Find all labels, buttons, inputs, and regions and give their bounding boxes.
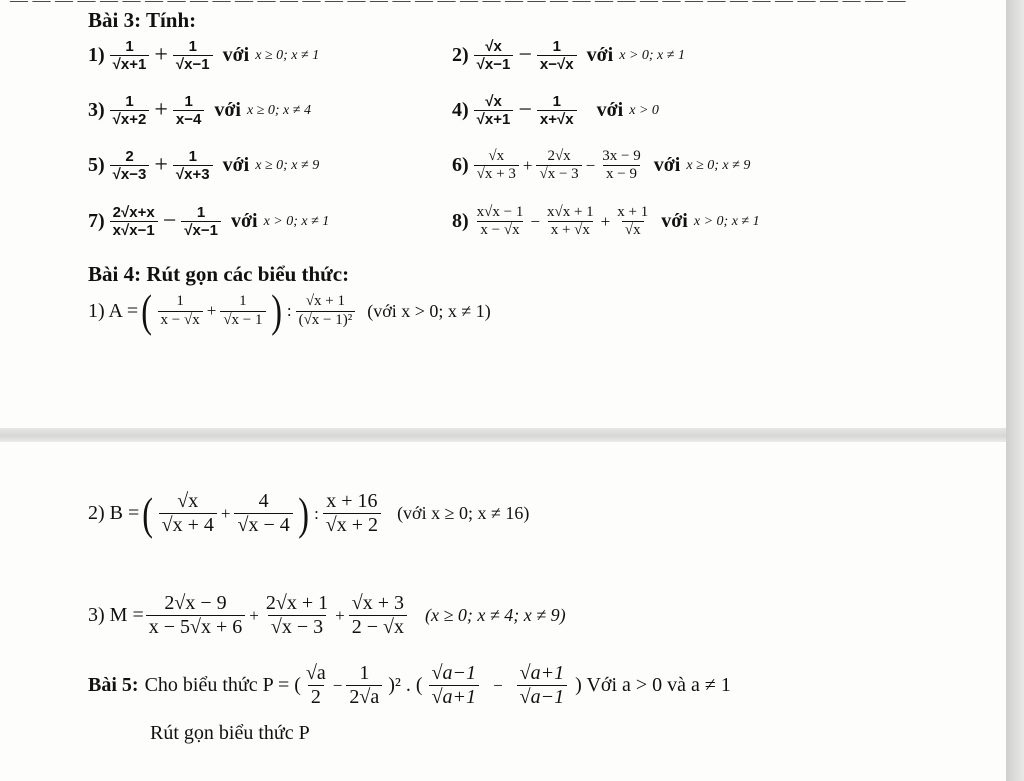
numerator: 1 [125, 93, 134, 110]
open-paren: ( [141, 285, 153, 336]
denominator: x − √x [477, 221, 522, 239]
fraction [474, 204, 527, 240]
fraction [158, 293, 203, 329]
bai3-item-1 [88, 38, 319, 74]
denominator: √a+1 [429, 685, 479, 709]
fraction [474, 38, 514, 74]
denominator: √x − 1 [220, 311, 265, 329]
denominator: x − 5√x + 6 [146, 615, 246, 639]
open-paren: ( [142, 487, 154, 539]
denominator: √x−3 [110, 165, 150, 183]
bai4-expression-m [88, 592, 566, 639]
item-number: 7) [88, 210, 105, 233]
bai4-expression-a [88, 285, 491, 336]
fraction [263, 592, 331, 639]
denominator: √x + 2 [323, 513, 381, 537]
denominator: √x + 4 [159, 513, 217, 537]
fraction [296, 293, 356, 329]
fraction [517, 662, 567, 709]
operator: + [522, 155, 533, 175]
page-edge [1006, 0, 1024, 781]
bai3-heading: Bài 3: Tính: [88, 8, 197, 32]
numerator: 2√x [547, 148, 571, 164]
numerator: 2 [125, 148, 134, 165]
condition: x > 0; x ≠ 1 [693, 213, 760, 229]
item-number: 6) [452, 154, 469, 177]
condition: (với x > 0; x ≠ 1) [367, 300, 491, 321]
fraction [614, 204, 651, 240]
operator: − [530, 211, 540, 231]
denominator: x−√x [537, 55, 577, 73]
denominator: 2 [308, 685, 324, 709]
fraction [220, 293, 265, 329]
operator: − [585, 155, 596, 175]
voi-label: với [230, 210, 258, 233]
fraction [303, 662, 329, 709]
operator: + [206, 301, 217, 320]
fraction [110, 204, 158, 240]
numerator: x√x + 1 [546, 204, 594, 220]
bai3-item-3 [88, 93, 311, 129]
bai5-condition: ) Với a > 0 và a ≠ 1 [575, 674, 731, 696]
item-number: 5) [88, 154, 105, 177]
fraction [474, 148, 519, 184]
condition: x ≥ 0; x ≠ 9 [686, 157, 751, 173]
item-number: 4) [452, 99, 469, 122]
operator: + [154, 152, 168, 179]
numerator: 1 [188, 38, 197, 55]
fraction [110, 38, 150, 74]
fraction [544, 204, 597, 240]
fraction [536, 148, 581, 184]
denominator: √x+2 [110, 110, 150, 128]
item-number: 8) [452, 210, 469, 233]
bai3-item-8 [452, 204, 760, 240]
denominator: √a−1 [517, 685, 567, 709]
denominator: x+√x [537, 110, 577, 128]
division-colon: : [286, 301, 292, 320]
bai5-heading: Bài 5: [88, 674, 139, 696]
fraction [159, 490, 217, 537]
operator: + [154, 42, 168, 69]
bai5-middle: )² . ( [388, 674, 423, 696]
numerator: 1 [552, 93, 561, 110]
fraction [323, 490, 381, 537]
fraction [173, 148, 213, 184]
operator: − [518, 42, 532, 69]
fraction [181, 204, 221, 240]
numerator: √x [177, 490, 199, 512]
condition: (với x ≥ 0; x ≠ 16) [397, 503, 530, 523]
fraction [429, 662, 479, 709]
bai4-heading: Bài 4: Rút gọn các biểu thức: [88, 262, 350, 286]
numerator: √a−1 [431, 662, 477, 684]
denominator: √x+1 [110, 55, 150, 73]
bai3-item-2 [452, 38, 685, 74]
bai5-expression [88, 662, 731, 709]
bai3-item-5 [88, 148, 319, 184]
fraction [474, 93, 514, 129]
voi-label: với [653, 154, 681, 177]
bai3-item-6 [452, 148, 750, 184]
expression-label: 2) B = [88, 502, 140, 524]
denominator: √x−1 [173, 55, 213, 73]
voi-label: với [586, 44, 614, 67]
voi-label: với [222, 154, 250, 177]
operator: − [518, 97, 532, 124]
bai5-instruction: Rút gọn biểu thức P [150, 722, 310, 744]
cropped-top-line: — — — — — — — — — — — — — — — — — — — — — — — — — — — — — — — — — — — — — — — — [10, 0, 906, 10]
expression-label: 3) M = [88, 604, 144, 626]
denominator: √x+3 [173, 165, 213, 183]
operator: + [600, 211, 611, 231]
numerator: 1 [359, 662, 370, 684]
fraction [110, 93, 150, 129]
fraction [599, 148, 643, 184]
bai4-expression-b [88, 487, 530, 539]
condition: x > 0 [629, 102, 659, 118]
item-number: 2) [452, 44, 469, 67]
numerator: √x [485, 93, 502, 110]
page-separator [0, 428, 1006, 442]
fraction [110, 148, 150, 184]
numerator: √a [305, 662, 326, 684]
denominator: √x [622, 221, 644, 239]
denominator: 2√a [346, 685, 382, 709]
condition: x > 0; x ≠ 1 [263, 213, 330, 229]
numerator: 3x − 9 [602, 148, 641, 164]
denominator: x − √x [158, 311, 203, 329]
bai3-item-4 [452, 93, 659, 129]
denominator: x + √x [548, 221, 593, 239]
numerator: x√x − 1 [476, 204, 524, 220]
denominator: √x − 3 [268, 615, 326, 639]
numerator: 2√x+x [112, 204, 155, 221]
condition: x ≥ 0; x ≠ 4 [247, 102, 311, 118]
numerator: 1 [176, 293, 184, 310]
fraction [537, 38, 577, 74]
condition: (x ≥ 0; x ≠ 4; x ≠ 9) [425, 605, 566, 625]
numerator: 2√x + 1 [265, 592, 329, 614]
condition: x ≥ 0; x ≠ 1 [255, 47, 320, 63]
fraction [537, 93, 577, 129]
numerator: 1 [552, 38, 561, 55]
denominator: x√x−1 [110, 221, 158, 239]
item-number: 3) [88, 99, 105, 122]
operator: − [493, 675, 503, 695]
fraction [234, 490, 292, 537]
expression-label: 1) A = [88, 299, 139, 322]
denominator: √x − 3 [536, 165, 581, 183]
operator: + [154, 97, 168, 124]
denominator: x − 9 [603, 165, 640, 183]
numerator: x + 16 [326, 490, 378, 512]
voi-label: với [222, 44, 250, 67]
operator: − [162, 208, 177, 235]
denominator: √x−1 [181, 221, 221, 239]
numerator: √x [485, 38, 502, 55]
bai3-item-7 [88, 204, 329, 240]
fraction [349, 592, 407, 639]
fraction [346, 662, 382, 709]
denominator: √x − 4 [234, 513, 292, 537]
numerator: 1 [239, 293, 247, 310]
division-colon: : [314, 503, 319, 523]
numerator: x + 1 [617, 204, 649, 220]
fraction [173, 38, 213, 74]
close-paren: ) [298, 487, 309, 539]
fraction [173, 93, 204, 129]
denominator: 2 − √x [349, 615, 407, 639]
numerator: 1 [125, 38, 134, 55]
numerator: √x [488, 148, 505, 164]
denominator: (√x − 1)² [296, 311, 356, 329]
denominator: √x + 3 [474, 165, 519, 183]
numerator: 1 [188, 148, 197, 165]
numerator: √a+1 [519, 662, 565, 684]
denominator: √x+1 [474, 110, 514, 128]
operator: + [335, 605, 345, 625]
condition: x > 0; x ≠ 1 [619, 47, 685, 63]
numerator: 2√x − 9 [164, 592, 227, 614]
numerator: 1 [196, 204, 206, 221]
item-number: 1) [88, 44, 105, 67]
operator: − [332, 675, 343, 695]
denominator: x−4 [173, 110, 204, 128]
condition: x ≥ 0; x ≠ 9 [255, 157, 320, 173]
operator: + [249, 605, 259, 625]
voi-label: với [596, 99, 624, 122]
numerator: √x + 1 [305, 293, 346, 310]
numerator: 4 [258, 490, 269, 512]
fraction [146, 592, 246, 639]
denominator: √x−1 [474, 55, 514, 73]
numerator: 1 [184, 93, 193, 110]
numerator: √x + 3 [351, 592, 404, 614]
voi-label: với [661, 210, 688, 233]
voi-label: với [214, 99, 241, 122]
operator: + [220, 503, 231, 523]
close-paren: ) [270, 285, 282, 336]
bai5-intro: Cho biểu thức P = ( [144, 674, 301, 696]
